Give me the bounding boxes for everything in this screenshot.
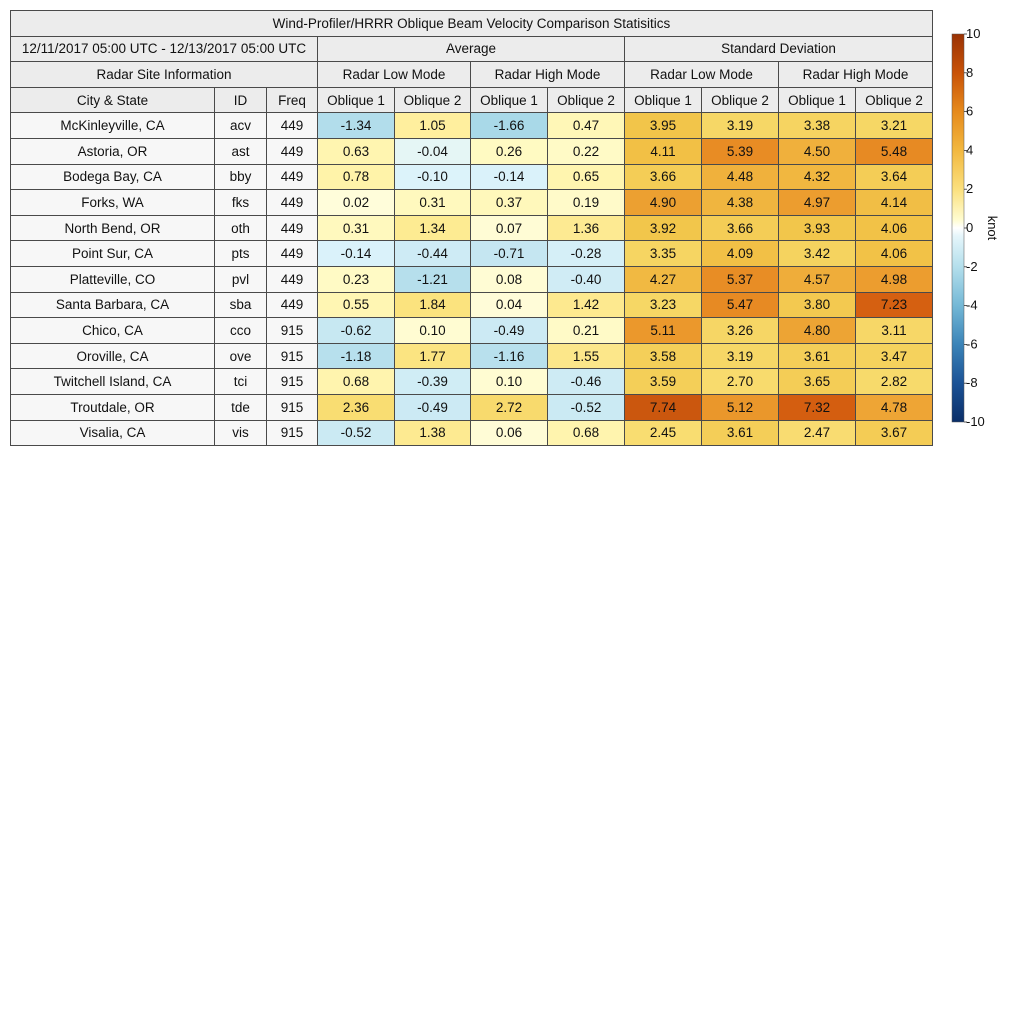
std-dev-value-cell: 4.57 (779, 266, 856, 292)
std-dev-header: Standard Deviation (625, 36, 933, 62)
average-value-cell: -0.62 (318, 318, 395, 344)
average-value-cell: 2.36 (318, 394, 395, 420)
column-header: Oblique 2 (395, 87, 471, 113)
site-id-cell: tde (215, 394, 267, 420)
period-row (11, 36, 933, 62)
std-dev-value-cell: 3.42 (779, 241, 856, 267)
colorbar-tick-label: -2 (966, 258, 978, 274)
colorbar-tick-label: 2 (966, 181, 974, 197)
colorbar-tick-label: -6 (966, 336, 978, 352)
site-id-cell: tci (215, 369, 267, 395)
average-value-cell: 2.72 (471, 394, 548, 420)
std-dev-value-cell: 4.98 (856, 266, 933, 292)
average-value-cell: -0.40 (548, 266, 625, 292)
city-cell: Oroville, CA (11, 343, 215, 369)
std-high-mode-header: Radar High Mode (779, 62, 933, 88)
city-cell: Forks, WA (11, 190, 215, 216)
table-row (11, 420, 933, 446)
table-row (11, 215, 933, 241)
table-row (11, 113, 933, 139)
colorbar-tick-label: -4 (966, 297, 978, 313)
average-value-cell: 0.26 (471, 138, 548, 164)
std-dev-value-cell: 7.74 (625, 394, 702, 420)
std-dev-value-cell: 3.61 (702, 420, 779, 446)
average-value-cell: 1.84 (395, 292, 471, 318)
average-value-cell: -0.44 (395, 241, 471, 267)
average-value-cell: -0.14 (471, 164, 548, 190)
average-value-cell: 0.68 (548, 420, 625, 446)
column-header: City & State (11, 87, 215, 113)
table-row (11, 190, 933, 216)
time-period: 12/11/2017 05:00 UTC - 12/13/2017 05:00 UTC (11, 36, 318, 62)
average-value-cell: 1.05 (395, 113, 471, 139)
std-dev-value-cell: 3.66 (625, 164, 702, 190)
average-value-cell: -0.14 (318, 241, 395, 267)
std-dev-value-cell: 5.11 (625, 318, 702, 344)
std-dev-value-cell: 4.50 (779, 138, 856, 164)
std-dev-value-cell: 3.67 (856, 420, 933, 446)
average-value-cell: -1.66 (471, 113, 548, 139)
site-id-cell: sba (215, 292, 267, 318)
colorbar (950, 28, 1020, 428)
average-value-cell: 0.31 (318, 215, 395, 241)
table-row (11, 369, 933, 395)
average-value-cell: -0.52 (318, 420, 395, 446)
average-value-cell: -0.71 (471, 241, 548, 267)
std-dev-value-cell: 3.21 (856, 113, 933, 139)
colorbar-tick-label: -8 (966, 375, 978, 391)
std-dev-value-cell: 2.47 (779, 420, 856, 446)
table-row (11, 138, 933, 164)
std-dev-value-cell: 4.27 (625, 266, 702, 292)
std-dev-value-cell: 5.39 (702, 138, 779, 164)
city-cell: Platteville, CO (11, 266, 215, 292)
std-dev-value-cell: 4.48 (702, 164, 779, 190)
average-value-cell: 0.08 (471, 266, 548, 292)
site-id-cell: ast (215, 138, 267, 164)
colorbar-tick-label: -10 (966, 414, 985, 428)
column-header: Oblique 1 (471, 87, 548, 113)
average-value-cell: 0.63 (318, 138, 395, 164)
average-header: Average (318, 36, 625, 62)
frequency-cell: 449 (267, 215, 318, 241)
column-header: Oblique 1 (318, 87, 395, 113)
city-cell: Troutdale, OR (11, 394, 215, 420)
std-dev-value-cell: 3.38 (779, 113, 856, 139)
city-cell: Santa Barbara, CA (11, 292, 215, 318)
average-value-cell: 0.31 (395, 190, 471, 216)
average-value-cell: 0.06 (471, 420, 548, 446)
average-value-cell: -1.18 (318, 343, 395, 369)
column-header: Oblique 2 (702, 87, 779, 113)
frequency-cell: 915 (267, 343, 318, 369)
std-dev-value-cell: 3.65 (779, 369, 856, 395)
std-dev-value-cell: 2.45 (625, 420, 702, 446)
table-row (11, 292, 933, 318)
average-value-cell: 0.65 (548, 164, 625, 190)
average-value-cell: 0.47 (548, 113, 625, 139)
std-dev-value-cell: 3.66 (702, 215, 779, 241)
std-dev-value-cell: 4.06 (856, 241, 933, 267)
average-value-cell: 0.21 (548, 318, 625, 344)
std-dev-value-cell: 4.11 (625, 138, 702, 164)
site-info-header: Radar Site Information (11, 62, 318, 88)
std-dev-value-cell: 2.70 (702, 369, 779, 395)
average-value-cell: 0.02 (318, 190, 395, 216)
std-dev-value-cell: 7.23 (856, 292, 933, 318)
average-value-cell: -0.39 (395, 369, 471, 395)
frequency-cell: 915 (267, 394, 318, 420)
std-dev-value-cell: 4.90 (625, 190, 702, 216)
std-dev-value-cell: 7.32 (779, 394, 856, 420)
std-dev-value-cell: 3.80 (779, 292, 856, 318)
average-value-cell: 1.55 (548, 343, 625, 369)
frequency-cell: 449 (267, 138, 318, 164)
frequency-cell: 449 (267, 292, 318, 318)
frequency-cell: 449 (267, 266, 318, 292)
statistics-table (10, 10, 933, 446)
frequency-cell: 449 (267, 113, 318, 139)
table-row (11, 394, 933, 420)
colorbar-tick-label: 0 (966, 220, 974, 235)
average-value-cell: 1.36 (548, 215, 625, 241)
std-dev-value-cell: 5.48 (856, 138, 933, 164)
std-dev-value-cell: 3.58 (625, 343, 702, 369)
table-row (11, 164, 933, 190)
average-value-cell: 0.23 (318, 266, 395, 292)
average-value-cell: -0.49 (395, 394, 471, 420)
std-dev-value-cell: 3.92 (625, 215, 702, 241)
colorbar-tick-label: 4 (966, 142, 974, 158)
std-dev-value-cell: 4.06 (856, 215, 933, 241)
column-header: Oblique 2 (548, 87, 625, 113)
site-id-cell: vis (215, 420, 267, 446)
column-header: ID (215, 87, 267, 113)
std-dev-value-cell: 4.78 (856, 394, 933, 420)
average-value-cell: -0.10 (395, 164, 471, 190)
colorbar-ticks (964, 28, 985, 428)
site-id-cell: fks (215, 190, 267, 216)
average-value-cell: -0.46 (548, 369, 625, 395)
average-value-cell: 0.78 (318, 164, 395, 190)
average-value-cell: 0.07 (471, 215, 548, 241)
table-title: Wind-Profiler/HRRR Oblique Beam Velocity Comparison Statisitics (11, 11, 933, 37)
city-cell: McKinleyville, CA (11, 113, 215, 139)
colorbar-tick-label: 6 (966, 103, 974, 119)
frequency-cell: 915 (267, 420, 318, 446)
std-dev-value-cell: 4.09 (702, 241, 779, 267)
average-value-cell: 0.19 (548, 190, 625, 216)
site-id-cell: cco (215, 318, 267, 344)
std-dev-value-cell: 3.35 (625, 241, 702, 267)
std-dev-value-cell: 4.38 (702, 190, 779, 216)
std-dev-value-cell: 3.64 (856, 164, 933, 190)
average-value-cell: 0.68 (318, 369, 395, 395)
std-dev-value-cell: 4.14 (856, 190, 933, 216)
site-id-cell: pts (215, 241, 267, 267)
frequency-cell: 915 (267, 369, 318, 395)
std-dev-value-cell: 3.19 (702, 113, 779, 139)
average-value-cell: 0.37 (471, 190, 548, 216)
site-id-cell: bby (215, 164, 267, 190)
std-dev-value-cell: 3.23 (625, 292, 702, 318)
frequency-cell: 449 (267, 190, 318, 216)
site-id-cell: oth (215, 215, 267, 241)
std-low-mode-header: Radar Low Mode (625, 62, 779, 88)
std-dev-value-cell: 4.80 (779, 318, 856, 344)
city-cell: Bodega Bay, CA (11, 164, 215, 190)
city-cell: North Bend, OR (11, 215, 215, 241)
column-header: Freq (267, 87, 318, 113)
std-dev-value-cell: 3.59 (625, 369, 702, 395)
column-header: Oblique 2 (856, 87, 933, 113)
std-dev-value-cell: 3.47 (856, 343, 933, 369)
std-dev-value-cell: 3.26 (702, 318, 779, 344)
average-value-cell: -0.52 (548, 394, 625, 420)
city-cell: Point Sur, CA (11, 241, 215, 267)
average-value-cell: -1.21 (395, 266, 471, 292)
column-header: Oblique 1 (625, 87, 702, 113)
std-dev-value-cell: 4.32 (779, 164, 856, 190)
average-value-cell: 0.04 (471, 292, 548, 318)
frequency-cell: 449 (267, 241, 318, 267)
average-value-cell: -0.49 (471, 318, 548, 344)
avg-high-mode-header: Radar High Mode (471, 62, 625, 88)
average-value-cell: 1.38 (395, 420, 471, 446)
colorbar-gradient (952, 34, 964, 422)
table-row (11, 266, 933, 292)
title-row (11, 11, 933, 37)
average-value-cell: -1.16 (471, 343, 548, 369)
average-value-cell: 1.34 (395, 215, 471, 241)
average-value-cell: -0.28 (548, 241, 625, 267)
average-value-cell: 0.10 (471, 369, 548, 395)
average-value-cell: -1.34 (318, 113, 395, 139)
table-row (11, 343, 933, 369)
std-dev-value-cell: 3.93 (779, 215, 856, 241)
table-row (11, 241, 933, 267)
colorbar-label: knot (985, 215, 1000, 241)
city-cell: Chico, CA (11, 318, 215, 344)
column-header-row (11, 87, 933, 113)
average-value-cell: -0.04 (395, 138, 471, 164)
std-dev-value-cell: 5.37 (702, 266, 779, 292)
std-dev-value-cell: 4.97 (779, 190, 856, 216)
average-value-cell: 1.77 (395, 343, 471, 369)
avg-low-mode-header: Radar Low Mode (318, 62, 471, 88)
std-dev-value-cell: 3.19 (702, 343, 779, 369)
average-value-cell: 0.55 (318, 292, 395, 318)
std-dev-value-cell: 3.61 (779, 343, 856, 369)
average-value-cell: 1.42 (548, 292, 625, 318)
frequency-cell: 915 (267, 318, 318, 344)
colorbar-tick-label: 8 (966, 64, 974, 80)
colorbar-tick-label: 10 (966, 28, 981, 41)
mode-row (11, 62, 933, 88)
city-cell: Visalia, CA (11, 420, 215, 446)
average-value-cell: 0.22 (548, 138, 625, 164)
std-dev-value-cell: 3.11 (856, 318, 933, 344)
std-dev-value-cell: 3.95 (625, 113, 702, 139)
city-cell: Astoria, OR (11, 138, 215, 164)
std-dev-value-cell: 2.82 (856, 369, 933, 395)
average-value-cell: 0.10 (395, 318, 471, 344)
site-id-cell: pvl (215, 266, 267, 292)
frequency-cell: 449 (267, 164, 318, 190)
site-id-cell: ove (215, 343, 267, 369)
site-id-cell: acv (215, 113, 267, 139)
column-header: Oblique 1 (779, 87, 856, 113)
std-dev-value-cell: 5.47 (702, 292, 779, 318)
table-row (11, 318, 933, 344)
city-cell: Twitchell Island, CA (11, 369, 215, 395)
std-dev-value-cell: 5.12 (702, 394, 779, 420)
